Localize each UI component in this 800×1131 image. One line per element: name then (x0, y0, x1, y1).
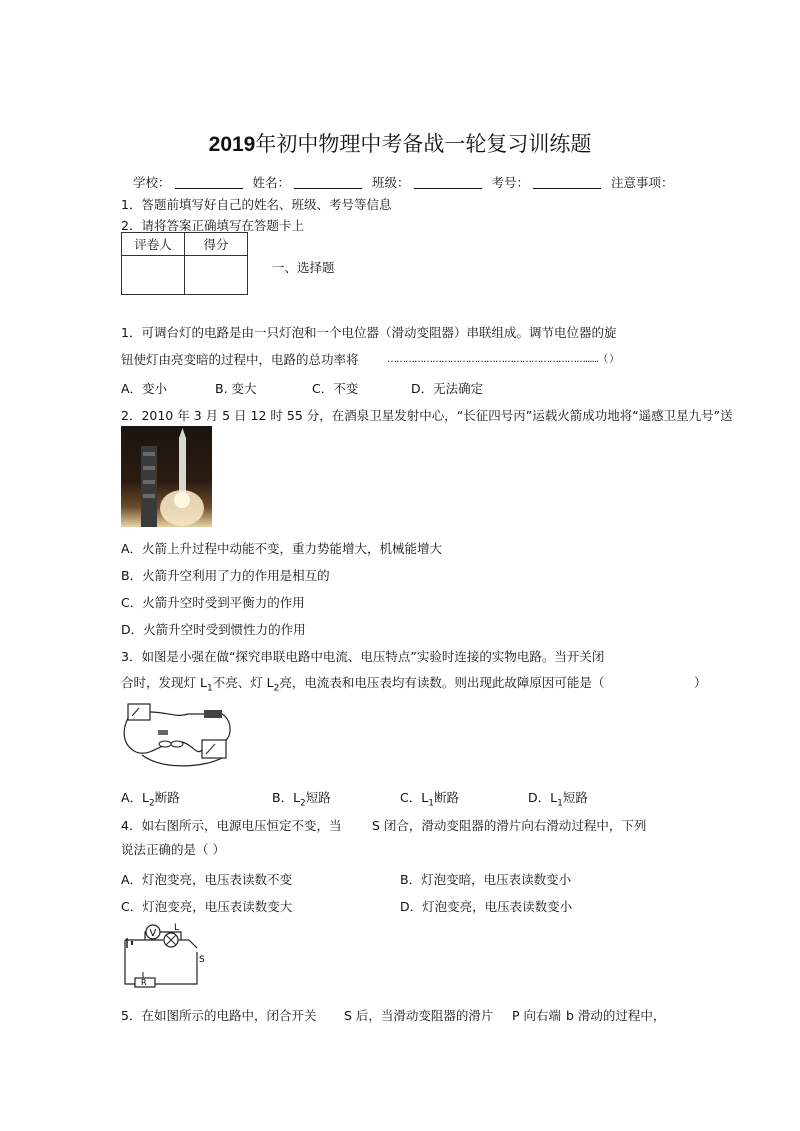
score-table (121, 232, 248, 295)
q2-option-b: B．火箭升空利用了力的作用是相互的 (121, 568, 330, 583)
q3-circuit-diagram (122, 700, 234, 770)
q3-option-a: A．$L_2$断路 (121, 790, 180, 809)
q4-line1-part2: S 闭合，滑动变阻器的滑片向右滑动过程中，下列 (372, 818, 647, 833)
q4-option-a: A．灯泡变亮，电压表读数不变 (121, 872, 293, 887)
q2-option-d: D．火箭升空时受到惯性力的作用 (121, 622, 306, 637)
school-label: 学校： (133, 175, 171, 190)
rocket-launch-photo (121, 426, 212, 527)
q5-line1-part4: b 滑动的过程中， (566, 1008, 666, 1023)
q1-option-c: C．不变 (312, 381, 359, 396)
score-cell[interactable] (185, 256, 248, 295)
exam-no-label: 考号： (491, 175, 530, 190)
exam-no-blank[interactable] (533, 176, 601, 189)
class-blank[interactable] (414, 176, 482, 189)
class-label: 班级： (372, 175, 410, 190)
switch-label: S (199, 955, 205, 965)
q3-bracket-end: ） (694, 675, 707, 690)
q1-line2: 钮使灯由亮变暗的过程中，电路的总功率将 (121, 352, 359, 367)
q1-dots: …………………………………………………………......（ ） (387, 354, 619, 365)
score-header: 得分 (185, 233, 248, 256)
notes-label: 注意事项： (611, 175, 674, 190)
q3-line1: 3．如图是小强在做“探究串联电路中电流、电压特点”实验时连接的实物电路。当开关闭 (121, 649, 605, 664)
instruction-1: 1．答题前填写好自己的姓名、班级、考号等信息 (121, 197, 392, 212)
q5-line1-part1: 5．在如图所示的电路中，闭合开关 (121, 1008, 317, 1023)
rocket-image (121, 426, 212, 527)
q4-option-d: D．灯泡变亮，电压表读数变小 (400, 899, 573, 914)
q5-line1-part3: P 向右端 (512, 1008, 562, 1023)
name-blank[interactable] (294, 176, 362, 189)
q2-option-a: A．火箭上升过程中动能不变，重力势能增大，机械能增大 (121, 541, 443, 556)
page-title: 2019年初中物理中考备战一轮复习训练题 (208, 132, 592, 156)
lamp-label: L (174, 923, 180, 933)
q4-option-c: C．灯泡变亮，电压表读数变大 (121, 899, 293, 914)
rheostat-label: R (141, 978, 147, 987)
q3-option-c: C．$L_1$断路 (400, 790, 459, 809)
q5-line1-part2: S 后，当滑动变阻器的滑片 (344, 1008, 494, 1023)
q1-line1: 1．可调台灯的电路是由一只灯泡和一个电位器（滑动变阻器）串联组成。调节电位器的旋 (121, 325, 617, 340)
q1-option-d: D．无法确定 (411, 381, 484, 396)
q1-option-b: B. 变大 (215, 381, 257, 396)
q4-circuit-diagram (121, 922, 211, 988)
reviewer-header: 评卷人 (122, 233, 185, 256)
q2-option-c: C．火箭升空时受到平衡力的作用 (121, 595, 305, 610)
q3-line2: 合时，发现灯 $L_1$不亮、灯 $L_2$亮，电流表和电压表均有读数。则出现此故障原因可能是（ (121, 675, 605, 694)
q2-line1: 2．2010 年 3 月 5 日 12 时 55 分，在酒泉卫星发射中心，“长征四号丙”运载火箭成功地将“遥感卫星九号”送 (121, 408, 733, 423)
section-heading: 一、选择题 (272, 260, 335, 275)
school-blank[interactable] (175, 176, 243, 189)
voltmeter-label: V (149, 928, 157, 939)
name-label: 姓名： (252, 175, 291, 190)
q1-option-a: A．变小 (121, 381, 168, 396)
student-info-line (133, 173, 674, 191)
q4-option-b: B．灯泡变暗，电压表读数变小 (400, 872, 572, 887)
q3-option-d: D．$L_1$短路 (528, 790, 588, 809)
instruction-2: 2．请将答案正确填写在答题卡上 (121, 218, 304, 233)
q4-line1-part1: 4．如右图所示，电源电压恒定不变，当 (121, 818, 342, 833)
reviewer-cell[interactable] (122, 256, 185, 295)
q4-line2: 说法正确的是（ ） (121, 842, 225, 857)
q3-option-b: B．$L_2$短路 (272, 790, 331, 809)
